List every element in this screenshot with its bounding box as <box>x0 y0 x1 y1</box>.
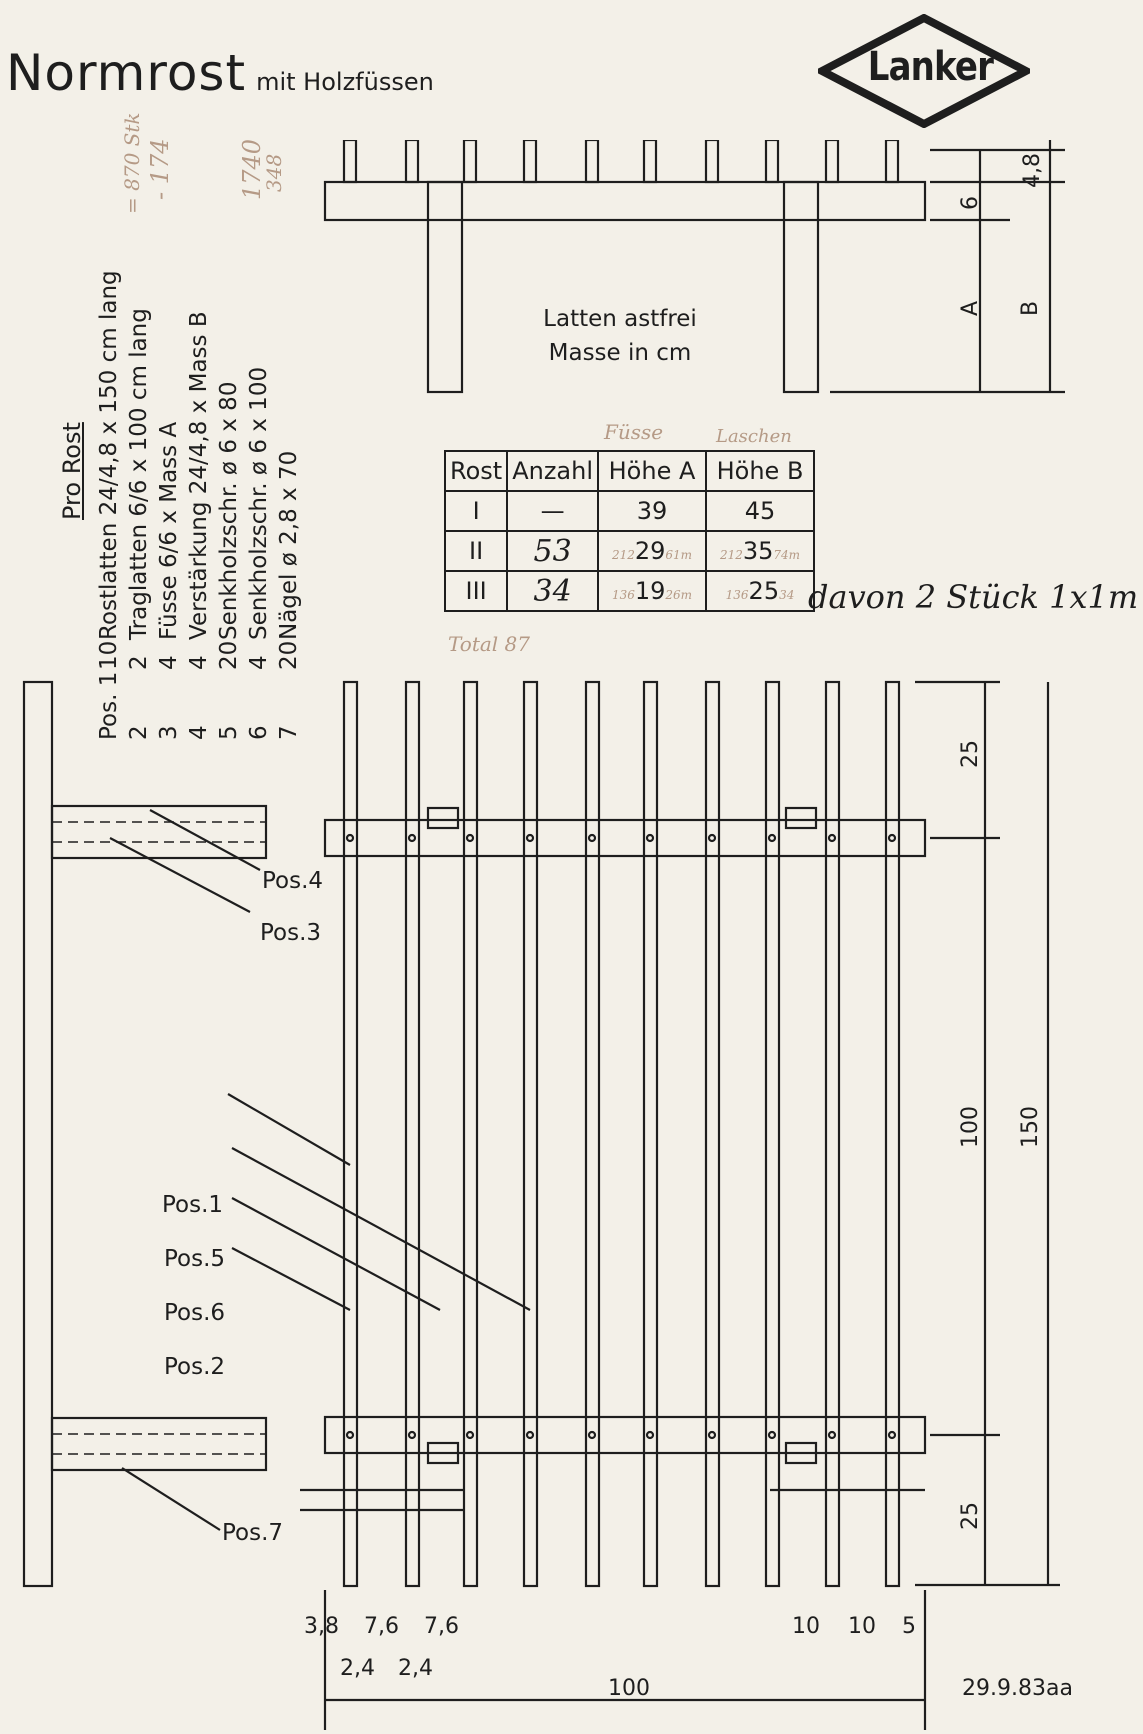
dim-width-100: 100 <box>608 1676 650 1701</box>
table-row: III 34 1361926m 1362534 <box>445 571 814 611</box>
dim-2-4a: 2,4 <box>340 1656 375 1681</box>
side-slat <box>524 140 536 182</box>
dim-10a: 10 <box>792 1614 820 1639</box>
plan-slat <box>524 682 537 1586</box>
legend-row: 34Füsse 6/6 x Mass A <box>156 421 182 740</box>
notes: Latten astfrei Masse in cm <box>543 306 697 366</box>
dim-a: A <box>958 300 983 316</box>
screw <box>829 1432 835 1438</box>
spec-table <box>444 450 815 612</box>
legend-row: 64Senkholzschr. ø 6 x 100 <box>246 366 272 740</box>
screw <box>889 835 895 841</box>
screw <box>347 835 353 841</box>
th-anzahl: Anzahl <box>507 451 598 491</box>
dim-5: 5 <box>902 1614 916 1639</box>
plan-slat <box>886 682 899 1586</box>
dim-6: 6 <box>958 196 983 210</box>
table-row: I — 39 45 <box>445 491 814 531</box>
screw <box>647 835 653 841</box>
screw <box>527 1432 533 1438</box>
screw <box>709 1432 715 1438</box>
dim-bottom-25: 25 <box>958 1502 983 1530</box>
side-slat <box>586 140 598 182</box>
plan-slat <box>766 682 779 1586</box>
dim-total-150: 150 <box>1018 1106 1043 1148</box>
drawing-date: 29.9.83aa <box>962 1676 1073 1701</box>
side-slat <box>706 140 718 182</box>
screw <box>709 835 715 841</box>
side-slat <box>644 140 656 182</box>
legend-list <box>94 180 304 740</box>
pencil-note-348: 348 <box>262 153 286 192</box>
callout-pos-7: Pos.7 <box>222 1520 284 1546</box>
dim-2-4b: 2,4 <box>398 1656 433 1681</box>
legend-heading: Pro Rost <box>58 422 86 520</box>
screw <box>409 835 415 841</box>
pencil-laschen: Laschen <box>716 426 792 447</box>
plan-slat <box>644 682 657 1586</box>
th-hoehe-b: Höhe B <box>706 451 814 491</box>
dim-4-8: 4,8 <box>1020 153 1045 188</box>
side-slat <box>406 140 418 182</box>
title-sub: mit Holzfüssen <box>256 68 434 96</box>
screw <box>829 835 835 841</box>
side-slat <box>886 140 898 182</box>
screw <box>409 1432 415 1438</box>
legend-row: 520Senkholzschr. ø 6 x 80 <box>216 381 242 740</box>
dim-top-25: 25 <box>958 740 983 768</box>
side-slat <box>344 140 356 182</box>
screw <box>769 835 775 841</box>
dim-7-6a: 7,6 <box>364 1614 399 1639</box>
dim-10b: 10 <box>848 1614 876 1639</box>
screw <box>647 1432 653 1438</box>
pencil-note-870: = 870 Stk <box>120 112 144 214</box>
plan-slat <box>706 682 719 1586</box>
legend-row: 720Nägel ø 2,8 x 70 <box>276 450 302 740</box>
logo-text: Lanker <box>867 44 993 90</box>
title-main: Normrost <box>6 44 247 102</box>
screw <box>527 835 533 841</box>
dim-7-6b: 7,6 <box>424 1614 459 1639</box>
plan-slat <box>344 682 357 1586</box>
callout-pos-1: Pos.1 <box>162 1192 224 1218</box>
screw <box>589 835 595 841</box>
plan-slat <box>586 682 599 1586</box>
callout-pos-4: Pos.4 <box>262 868 324 894</box>
plan-slat <box>406 682 419 1586</box>
handnote-davon: davon 2 Stück 1x1m <box>808 578 1139 616</box>
dim-mid-100: 100 <box>958 1106 983 1148</box>
screw <box>589 1432 595 1438</box>
legend-row: Pos. 110Rostlatten 24/4,8 x 150 cm lang <box>96 270 122 740</box>
plan-slat <box>826 682 839 1586</box>
pencil-fuesse: Füsse <box>604 420 664 444</box>
th-rost: Rost <box>445 451 507 491</box>
callout-pos-6: Pos.6 <box>164 1300 226 1326</box>
dim-3-8: 3,8 <box>304 1614 339 1639</box>
screw <box>467 1432 473 1438</box>
pencil-total: Total 87 <box>448 632 530 656</box>
pencil-note-1740: 1740 <box>238 138 266 200</box>
side-slat <box>826 140 838 182</box>
callout-pos-5: Pos.5 <box>164 1246 226 1272</box>
callout-pos-2: Pos.2 <box>164 1354 226 1380</box>
screw <box>347 1432 353 1438</box>
screw <box>467 835 473 841</box>
side-slat <box>464 140 476 182</box>
table-row: II 53 2122961m 2123574m <box>445 531 814 571</box>
screw <box>769 1432 775 1438</box>
table-header-row <box>445 451 814 491</box>
dim-b: B <box>1018 300 1043 316</box>
legend-row: 44Verstärkung 24/4,8 x Mass B <box>186 311 212 740</box>
drawing-title <box>6 44 434 102</box>
screw <box>889 1432 895 1438</box>
th-hoehe-a: Höhe A <box>598 451 706 491</box>
plan-slat <box>464 682 477 1586</box>
pencil-note-174: - 174 <box>146 138 174 200</box>
callout-pos-3: Pos.3 <box>260 920 322 946</box>
side-slat <box>766 140 778 182</box>
legend-row: 22Traglatten 6/6 x 100 cm lang <box>126 308 152 740</box>
